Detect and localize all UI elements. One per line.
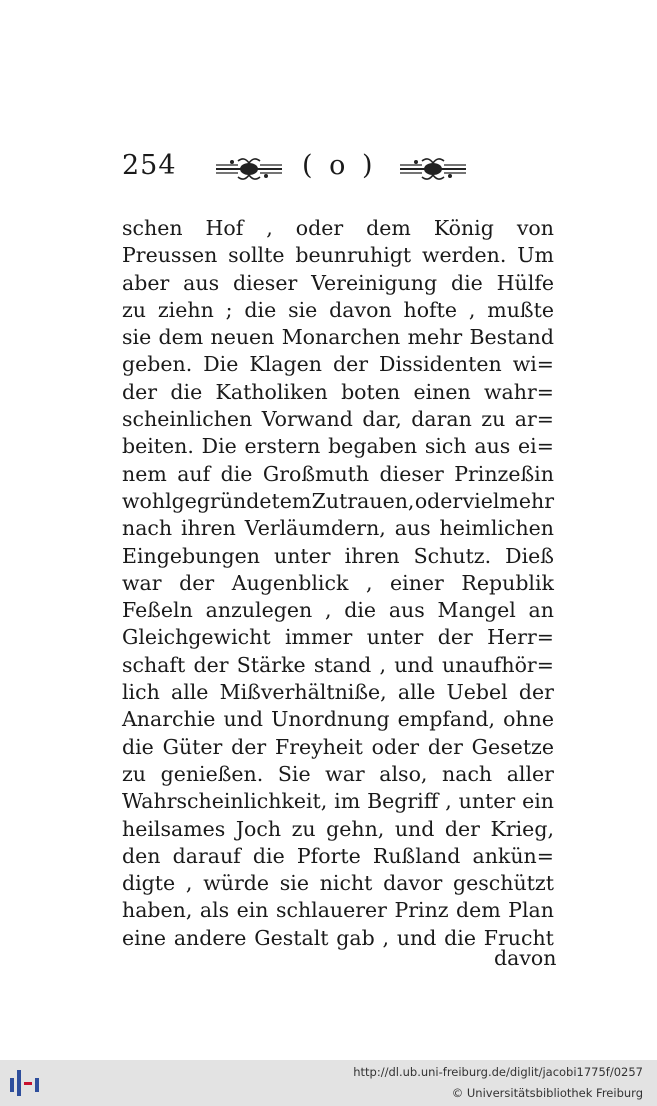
word: Republik	[461, 570, 554, 595]
word: davor	[383, 871, 443, 896]
word: der	[231, 734, 267, 759]
word: auf	[177, 461, 211, 486]
word: dar,	[362, 407, 402, 432]
word: ar=	[514, 407, 554, 432]
word: ,	[445, 789, 452, 814]
word: werden.	[421, 243, 507, 268]
word: ,	[324, 598, 332, 623]
word: aus	[183, 270, 220, 295]
word: würde	[203, 871, 270, 896]
word: zu	[122, 297, 147, 322]
word: wohlgegründetem	[122, 488, 312, 513]
word: Augenblick	[231, 570, 349, 595]
word: aber	[122, 270, 170, 295]
word: beiten.	[122, 434, 194, 459]
text-line	[122, 735, 554, 762]
word: und	[394, 816, 435, 841]
word: der	[437, 625, 473, 650]
word: die	[170, 379, 203, 404]
word: den	[122, 843, 161, 868]
word: ziehn	[157, 297, 214, 322]
word: Die	[201, 434, 237, 459]
word: unter	[274, 543, 331, 568]
text-line	[122, 680, 554, 707]
word: als	[199, 898, 230, 923]
word: war	[325, 761, 365, 786]
word: boten	[341, 379, 401, 404]
header-mark: ( o )	[302, 150, 377, 181]
word: stand	[313, 652, 372, 677]
word: Sie	[277, 761, 311, 786]
text-line	[122, 325, 554, 352]
viewer-footer	[0, 1060, 657, 1106]
text-line	[122, 817, 554, 844]
word: ihren	[344, 543, 400, 568]
word: der	[179, 570, 215, 595]
word: Eingebungen	[122, 543, 260, 568]
word: oder	[295, 216, 344, 240]
word: aus	[474, 434, 511, 459]
word: nach	[122, 516, 173, 541]
text-line	[122, 298, 554, 325]
word: Frucht	[483, 925, 554, 950]
word: ankün=	[472, 843, 554, 868]
word: die	[122, 734, 154, 759]
word: wahr=	[484, 379, 554, 404]
word: empfand,	[397, 707, 496, 732]
word: die	[252, 843, 285, 868]
word: der	[193, 652, 229, 677]
word: Zutrauen,	[311, 488, 415, 513]
word: Mißverhältniße,	[219, 680, 387, 705]
text-line	[122, 380, 554, 407]
word: darauf	[172, 843, 241, 868]
word: genießen.	[160, 761, 264, 786]
word: sollte	[228, 243, 285, 268]
word: immer	[284, 625, 353, 650]
word: Krieg,	[490, 816, 554, 841]
word: vielmehr	[462, 488, 554, 513]
word: Güter	[162, 734, 223, 759]
word: scheinlichen	[122, 407, 253, 432]
word: ei=	[518, 434, 554, 459]
word: begaben	[328, 434, 418, 459]
word: Schutz.	[413, 543, 492, 568]
word: Anarchie	[122, 707, 216, 732]
word: König	[433, 216, 494, 240]
word: und	[394, 652, 434, 677]
word: Katholiken	[215, 379, 328, 404]
floral-ornament-icon	[214, 156, 284, 182]
word: sie	[122, 325, 152, 350]
word: Dieß	[505, 543, 554, 568]
word: zu	[291, 816, 316, 841]
text-line	[122, 598, 554, 625]
word: der	[427, 734, 463, 759]
word: ,	[365, 570, 373, 595]
word: aller	[506, 761, 554, 786]
word: geschützt	[453, 871, 554, 896]
word: beunruhigt	[295, 243, 412, 268]
word: ,	[185, 871, 193, 896]
word: nem	[122, 461, 167, 486]
word: Prinzeßin	[454, 461, 554, 486]
text-line	[122, 489, 554, 516]
word: an	[528, 598, 554, 623]
word: schlauerer	[275, 898, 387, 923]
word: Begriff	[367, 789, 439, 814]
word: zu	[481, 407, 506, 432]
word: der	[332, 352, 369, 377]
text-line	[122, 271, 554, 298]
word: daran	[411, 407, 472, 432]
text-line	[122, 762, 554, 789]
footer-copyright: © Universitätsbibliothek Freiburg	[451, 1086, 643, 1100]
word: sie	[279, 871, 309, 896]
word: gehn,	[326, 816, 385, 841]
word: Dissidenten	[379, 352, 502, 377]
word: Herr=	[487, 625, 554, 650]
word: heimlichen	[439, 516, 554, 541]
text-line	[122, 625, 554, 652]
word: schen	[122, 216, 183, 240]
word: dieser	[379, 461, 444, 486]
word: Bestand	[469, 325, 554, 350]
word: Uebel	[446, 680, 508, 705]
word: Stärke	[236, 652, 306, 677]
text-line	[122, 789, 554, 816]
word: Mangel	[437, 598, 516, 623]
word: unter	[458, 789, 516, 814]
word: Gestalt	[254, 925, 329, 950]
word: Feßeln	[122, 598, 193, 623]
word: unaufhör=	[441, 652, 554, 677]
word: der	[122, 379, 158, 404]
word: einer	[390, 570, 444, 595]
word: wi=	[512, 352, 554, 377]
word: Um	[517, 243, 554, 268]
word: die	[220, 461, 253, 486]
text-line	[122, 462, 554, 489]
word: aus	[394, 516, 431, 541]
text-line	[122, 243, 554, 270]
body-text	[122, 216, 554, 953]
word: die	[344, 598, 377, 623]
word: Hof	[205, 216, 244, 240]
word: ohne	[503, 707, 554, 732]
page-number: 254	[122, 150, 177, 181]
word: anzulegen	[205, 598, 313, 623]
word: geben.	[122, 352, 193, 377]
word: mehr	[407, 325, 463, 350]
word: mußte	[487, 297, 554, 322]
word: erstern	[244, 434, 321, 459]
word: oder	[414, 488, 463, 513]
text-line	[122, 516, 554, 543]
word: also,	[379, 761, 428, 786]
word: ,	[468, 297, 476, 322]
word: dieser	[232, 270, 298, 295]
word: Plan	[508, 898, 554, 923]
word: sich	[424, 434, 467, 459]
word: heilsames	[122, 816, 226, 841]
text-line	[122, 434, 554, 461]
word: alle	[397, 680, 436, 705]
catch-word: davon	[494, 946, 557, 970]
word: Verläumdern,	[244, 516, 386, 541]
word: die	[450, 270, 483, 295]
word: ein	[522, 789, 554, 814]
word: Hülfe	[496, 270, 554, 295]
word: neuen	[210, 325, 275, 350]
text-line	[122, 352, 554, 379]
word: digte	[122, 871, 176, 896]
word: Vereinigung	[311, 270, 438, 295]
word: ;	[225, 297, 233, 322]
text-line	[122, 844, 554, 871]
footer-url-link[interactable]: http://dl.ub.uni-freiburg.de/diglit/jacobi1775f/0257	[353, 1065, 643, 1079]
word: Gleichgewicht	[122, 625, 271, 650]
word: hofte	[403, 297, 458, 322]
word: ,	[382, 925, 390, 950]
text-line	[122, 544, 554, 571]
word: von	[516, 216, 554, 240]
word: aus	[388, 598, 425, 623]
word: und	[223, 707, 264, 732]
word: der	[444, 816, 480, 841]
text-line	[122, 571, 554, 598]
text-line	[122, 898, 554, 925]
word: alle	[170, 680, 209, 705]
ub-freiburg-logo-icon[interactable]	[8, 1068, 42, 1098]
word: ,	[379, 652, 386, 677]
word: dem	[456, 898, 501, 923]
word: Prinz	[394, 898, 449, 923]
word: schaft	[122, 652, 186, 677]
text-line	[122, 871, 554, 898]
word: Monarchen	[281, 325, 401, 350]
word: und	[396, 925, 437, 950]
word: dem	[366, 216, 411, 240]
text-line	[122, 926, 554, 953]
word: die	[444, 925, 476, 950]
word: Unordnung	[271, 707, 390, 732]
word: Freyheit	[274, 734, 363, 759]
text-line	[122, 216, 554, 243]
word: Pforte	[296, 843, 361, 868]
word: dem	[158, 325, 204, 350]
word: eine	[122, 925, 167, 950]
word: nicht	[319, 871, 373, 896]
word: Joch	[235, 816, 282, 841]
word: der	[518, 680, 554, 705]
word: gab	[336, 925, 375, 950]
word: oder	[371, 734, 420, 759]
word: Wahrscheinlichkeit,	[122, 789, 328, 814]
word: Gesetze	[471, 734, 554, 759]
text-line	[122, 653, 554, 680]
word: ein	[236, 898, 269, 923]
word: zu	[122, 761, 147, 786]
word: Vorwand	[261, 407, 353, 432]
word: sie	[288, 297, 318, 322]
word: Großmuth	[262, 461, 370, 486]
word: ,	[266, 216, 273, 240]
word: lich	[122, 680, 160, 705]
word: Preussen	[122, 243, 218, 268]
word: Klagen	[249, 352, 322, 377]
word: einen	[413, 379, 471, 404]
page-header	[122, 150, 562, 190]
text-line	[122, 407, 554, 434]
word: Rußland	[372, 843, 461, 868]
word: war	[122, 570, 162, 595]
word: andere	[173, 925, 247, 950]
word: Die	[203, 352, 239, 377]
word: nach	[442, 761, 493, 786]
word: unter	[366, 625, 424, 650]
text-line	[122, 707, 554, 734]
word: davon	[329, 297, 392, 322]
floral-ornament-icon	[398, 156, 468, 182]
word: die	[244, 297, 277, 322]
word: im	[334, 789, 361, 814]
word: haben,	[122, 898, 193, 923]
word: ihren	[180, 516, 236, 541]
